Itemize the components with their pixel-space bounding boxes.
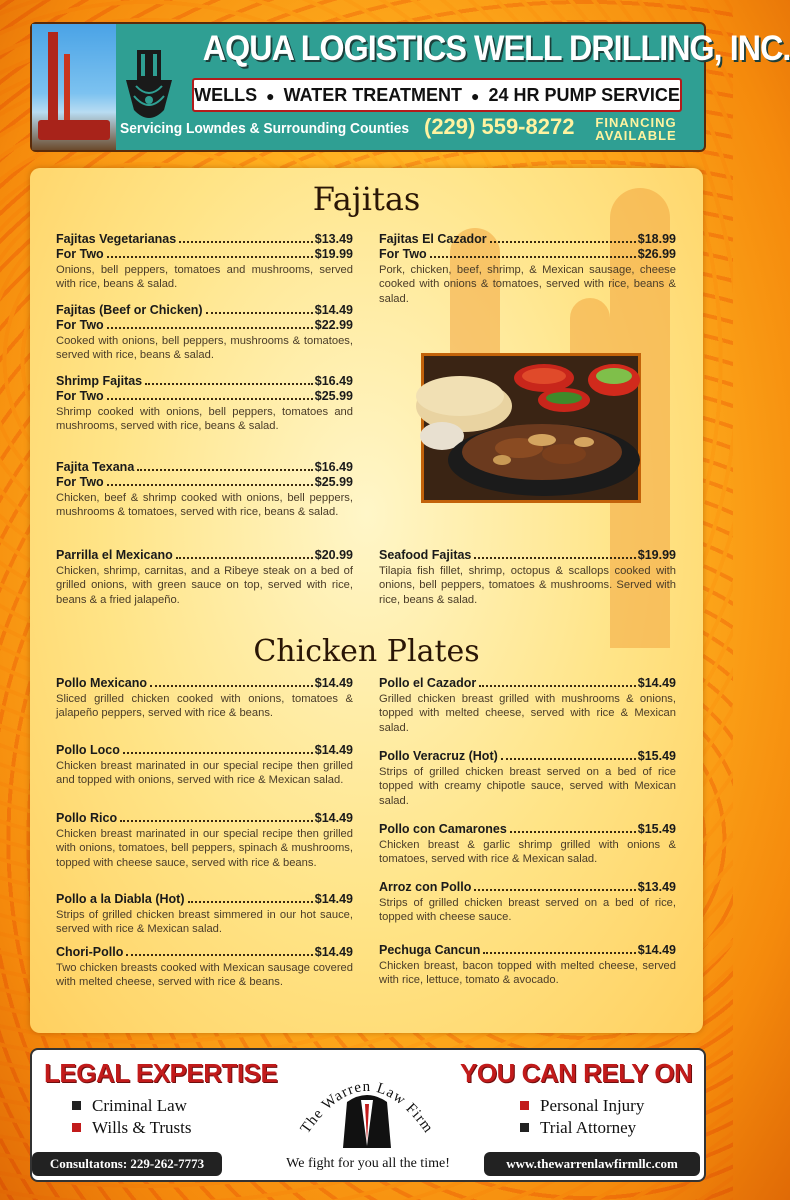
bullet-square-icon [72,1101,81,1110]
bullet-square-icon [72,1123,81,1132]
firm-tagline: We fight for you all the time! [286,1156,450,1171]
drilling-rig-photo [32,24,116,150]
menu-item: Fajitas Vegetarianas $13.49 For Two $19.99 Onions, bell peppers, tomatoes and mushrooms, served with rice, beans & salad. [56,232,353,291]
law-firm-logo [287,1058,447,1148]
service-area-text: Servicing Lowndes & Surrounding Counties [120,120,410,137]
menu-item: Pollo el Cazador $14.49 Grilled chicken breast grilled with mushrooms & onions, topped with melted cheese, served with rice & Mexican salad. [379,676,676,734]
service-wells: WELLS [194,85,258,105]
bullet-icon: ● [470,88,480,104]
bullet-icon: ● [266,88,275,104]
fajitas-heading: Fajitas [312,180,421,218]
drill-bit-logo-icon [120,48,178,128]
menu-item: Parrilla el Mexicano $20.99 Chicken, shrimp, carnitas, and a Ribeye steak on a bed of grilled onions, with green sauce on top, served with rice, beans & a fried jalapeño. [56,548,353,606]
menu-item: Arroz con Pollo $13.49 Strips of grilled chicken breast served on a bed of rice, topped with cheese sauce. [379,880,676,924]
bullet-square-icon [520,1101,529,1110]
financing-badge: FINANCING AVAILABLE [595,115,677,143]
service-pump: 24 HR PUMP SERVICE [488,85,680,105]
suited-figure-icon [343,1095,391,1148]
menu-item: Seafood Fajitas $19.99 Tilapia fish fillet, shrimp, octopus & scallops cooked with onions, bell peppers, tomatoes & mushrooms. Served with rice, beans & salad. [379,548,676,606]
menu-item: Pollo a la Diabla (Hot) $14.49 Strips of grilled chicken breast simmered in our hot sauce, served with rice & Mexican salad. [56,892,353,936]
menu-item: Pechuga Cancun $14.49 Chicken breast, bacon topped with melted cheese, served with rice, lettuce, tomato & avocado. [379,943,676,987]
consultation-phone: Consultatons: 229-262-7773 [32,1152,222,1176]
rely-on-heading: YOU CAN RELY ON [460,1058,693,1088]
menu-item: Pollo Mexicano $14.49 Sliced grilled chicken cooked with onions, tomatoes & jalapeño peppers, served with rice & beans. [56,676,353,720]
menu-item: Fajitas El Cazador $18.99 For Two $26.99 Pork, chicken, beef, shrimp, & Mexican sausage, cheese cooked with onions & tomatoes, served with rice, beans & salad. [379,232,676,305]
menu-item: Pollo Loco $14.49 Chicken breast marinated in our special recipe then grilled and topped with onions, served with rice & Mexican salad. [56,743,353,787]
menu-item: Shrimp Fajitas $16.49 For Two $25.99 Shrimp cooked with onions, bell peppers, tomatoes and mushrooms, served with rice, beans & salad. [56,374,353,433]
well-drilling-ad [30,22,790,152]
bullet-square-icon [520,1123,529,1132]
service-water-treatment: WATER TREATMENT [283,85,462,105]
menu-item: Pollo Rico $14.49 Chicken breast marinated in our special recipe then grilled with onions, tomatoes, bell peppers, spinach & mushrooms, topped with cheese sauce, served with rice & beans. [56,811,353,869]
menu-panel [30,168,703,1033]
menu-item: Fajita Texana $16.49 For Two $25.99 Chicken, beef & shrimp cooked with onions, bell peppers, mushrooms & tomatoes, served with rice, beans & salad. [56,460,353,519]
menu-item: Fajitas (Beef or Chicken) $14.49 For Two $22.99 Cooked with onions, bell peppers, mushrooms & tomatoes, served with rice, beans & salad. [56,303,353,362]
practice-trial-attorney: Trial Attorney [520,1118,636,1138]
ad-company-title: AQUA LOGISTICS WELL DRILLING, INC. [202,29,790,68]
menu-item: Chori-Pollo $14.49 Two chicken breasts cooked with Mexican sausage covered with melted cheese, served with rice & beans. [56,945,353,989]
practice-criminal-law: Criminal Law [72,1096,187,1116]
svg-text:The Warren Law Firm: The Warren Law Firm [297,1078,437,1137]
menu-item: Pollo Veracruz (Hot) $15.49 Strips of grilled chicken breast served on a bed of rice topped with creamy chipotle sauce, served with Mexican salad. [379,749,676,807]
practice-personal-injury: Personal Injury [520,1096,644,1116]
fajitas-photo [421,353,641,503]
chicken-plates-heading: Chicken Plates [253,634,480,669]
legal-expertise-heading: LEGAL EXPERTISE [44,1058,278,1088]
firm-website-link[interactable]: www.thewarrenlawfirmllc.com [484,1152,700,1176]
menu-item: Pollo con Camarones $15.49 Chicken breast & garlic shrimp grilled with onions & tomatoes, served with rice & Mexican salad. [379,822,676,866]
ad-phone-number: (229) 559-8272 [424,114,575,139]
law-firm-ad [30,1048,706,1182]
practice-wills-trusts: Wills & Trusts [72,1118,191,1138]
services-banner [192,78,682,112]
